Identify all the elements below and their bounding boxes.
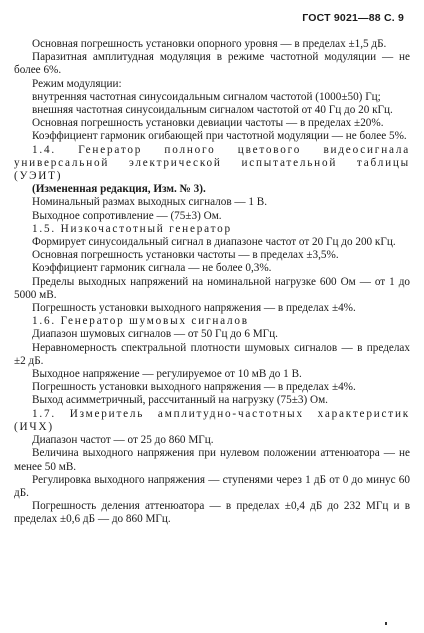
paragraph: внутренняя частотная синусоидальным сигналом частотой (1000±50) Гц; xyxy=(32,90,381,103)
paragraph: Погрешность установки выходного напряжения — в пределах ±4%. xyxy=(32,302,356,315)
paragraph: Формирует синусоидальный сигнал в диапазоне частот от 20 Гц до 200 кГц. xyxy=(32,236,396,249)
paragraph: Режим модуляции: xyxy=(32,77,122,90)
paragraph: Основная погрешность установки частоты — в пределах ±3,5%. xyxy=(32,249,339,262)
paragraph: Коэффициент гармоник сигнала — не более 0,3%. xyxy=(32,262,272,275)
paragraph: 1.5. Низкочастотный генератор xyxy=(32,222,232,235)
paragraph: Неравномерность спектральной плотности шумовых сигналов — в пределах ±2 дБ. xyxy=(14,341,410,367)
paragraph: внешняя частотная синусоидальным сигналом частотой от 40 Гц до 20 кГц. xyxy=(32,104,393,117)
page-header: ГОСТ 9021—88 С. 9 xyxy=(302,12,404,24)
paragraph: Коэффициент гармоник огибающей при частотной модуляции — не более 5%. xyxy=(32,130,407,143)
scan-mark xyxy=(385,622,387,625)
paragraph: Паразитная амплитудная модуляция в режиме частотной модуляции — не более 6%. xyxy=(14,51,410,77)
paragraph: Выходное сопротивление — (75±3) Ом. xyxy=(32,209,222,222)
paragraph: Диапазон шумовых сигналов — от 50 Гц до 6 МГц. xyxy=(32,328,278,341)
document-body xyxy=(14,38,410,527)
paragraph: Величина выходного напряжения при нулевом положении аттенюатора — не менее 50 мВ. xyxy=(14,447,410,473)
paragraph: (Измененная редакция, Изм. № 3). xyxy=(32,183,206,196)
paragraph: Основная погрешность установки девиации частоты — в пределах ±20%. xyxy=(32,117,384,130)
paragraph: Номинальный размах выходных сигналов — 1 В. xyxy=(32,196,268,209)
paragraph: 1.7. Измеритель амплитудно-частотных характеристик (ИЧХ) xyxy=(14,407,410,433)
paragraph: 1.4. Генератор полного цветового видеосигнала универсальной электрической испытательной таблицы (УЭИТ) xyxy=(14,143,410,183)
paragraph: Пределы выходных напряжений на номинальной нагрузке 600 Ом — от 1 до 5000 мВ. xyxy=(14,275,410,301)
paragraph: Основная погрешность установки опорного уровня — в пределах ±1,5 дБ. xyxy=(32,38,387,50)
paragraph: 1.6. Генератор шумовых сигналов xyxy=(32,315,249,328)
paragraph: Погрешность установки выходного напряжения — в пределах ±4%. xyxy=(32,381,356,394)
paragraph: Регулировка выходного напряжения — ступенями через 1 дБ от 0 до минус 60 дБ. xyxy=(14,473,410,499)
paragraph: Выходное напряжение — регулируемое от 10 мВ до 1 В. xyxy=(32,368,302,381)
paragraph: Диапазон частот — от 25 до 860 МГц. xyxy=(32,434,214,447)
paragraph: Выход асимметричный, рассчитанный на нагрузку (75±3) Ом. xyxy=(32,394,328,407)
paragraph: Погрешность деления аттенюатора — в пределах ±0,4 дБ до 232 МГц и в пределах ±0,6 дБ — до 860 МГц. xyxy=(14,500,410,526)
